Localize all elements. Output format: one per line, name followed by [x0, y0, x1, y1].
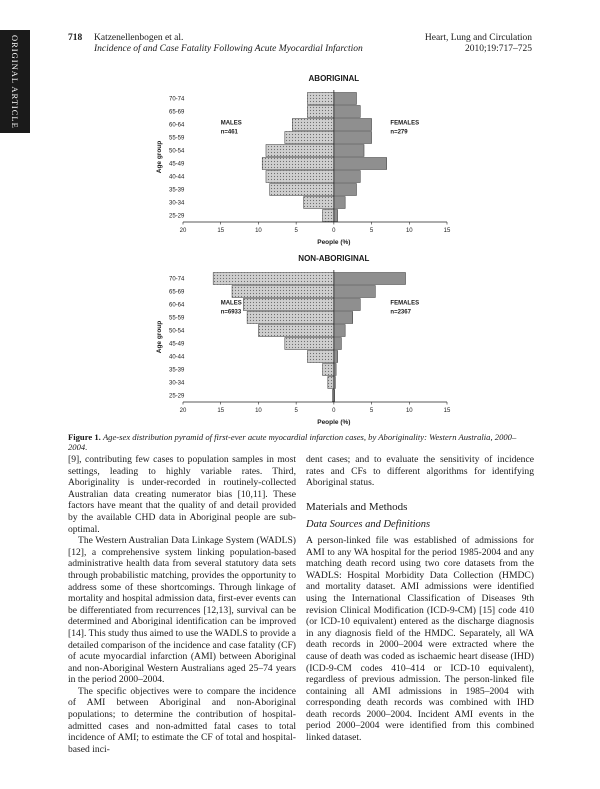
- x-tick-label: 20: [179, 408, 187, 414]
- x-axis-label: People (%): [317, 239, 351, 246]
- female-bar: [334, 93, 357, 105]
- body-paragraph: The Western Australian Data Linkage System (WADLS) [12], a comprehensive system linking population-based administrative health data from several statutory data sets through probabilistic matching, provides the opportunity to address some of these shortcomings. Through linkage of mortality and hospital admission data, first-ever events can be differentiated from recurrences [12,13], survival can be determined and Aboriginal identification can be improved [14]. This study thus aimed to use the WADLS to provide a detailed comparison of the incidence and case fatality (CF) of acute myocardial infarction (AMI) between Aboriginal and non-Aboriginal Western Australians aged 25–74 years in the period 2000–2004.: [68, 535, 296, 686]
- caption-text: Age-sex distribution pyramid of first-ever acute myocardial infarction cases, by Aboriginality: Western Australia, 2000–2004.: [68, 432, 517, 452]
- female-bar: [334, 312, 353, 324]
- y-axis-label: Age group: [156, 140, 163, 174]
- x-tick-label: 0: [332, 408, 336, 414]
- x-tick-label: 15: [217, 408, 225, 414]
- female-bar: [334, 273, 406, 285]
- caption-label: Figure 1.: [68, 432, 101, 442]
- male-bar: [243, 299, 334, 311]
- x-tick-label: 5: [369, 408, 374, 414]
- body-column-right: [306, 454, 534, 744]
- age-group-label: 35-39: [169, 367, 185, 374]
- x-tick-label: 15: [443, 228, 451, 234]
- female-bar: [334, 197, 345, 209]
- male-bar: [266, 145, 334, 157]
- age-group-label: 60-64: [169, 122, 185, 129]
- x-tick-label: 10: [405, 408, 413, 414]
- male-bar: [232, 286, 334, 298]
- females-count: n=279: [390, 129, 408, 136]
- x-tick-label: 15: [217, 228, 225, 234]
- non-aboriginal-pyramid-chart: [135, 250, 465, 428]
- males-label: MALES: [220, 120, 242, 127]
- x-tick-label: 5: [294, 408, 298, 414]
- female-bar: [334, 145, 364, 157]
- females-label: FEMALES: [390, 120, 420, 127]
- body-paragraph: [9], contributing few cases to population samples in most settings, leading to highly variable rates. Third, Aboriginality is under-recorded in routinely-collected Australian data creating numerator bias [10,11]. These factors have meant that the quality of and detail provided by the available CHD data in Aboriginal people are sub-optimal.: [68, 454, 296, 535]
- age-group-label: 70-74: [169, 96, 185, 103]
- age-group-label: 25-29: [169, 213, 185, 220]
- male-bar: [307, 106, 333, 118]
- age-group-label: 45-49: [169, 341, 185, 348]
- journal-name: Heart, Lung and Circulation: [424, 33, 532, 43]
- males-label: MALES: [220, 300, 242, 307]
- x-tick-label: 10: [255, 408, 262, 414]
- age-group-label: 50-54: [169, 328, 185, 335]
- running-head-authors: Katzenellenbogen et al.: [94, 33, 184, 43]
- x-tick-label: 20: [179, 228, 187, 234]
- female-bar: [334, 171, 360, 183]
- x-tick-label: 0: [332, 228, 336, 234]
- x-tick-label: 10: [405, 228, 413, 234]
- female-bar: [334, 325, 345, 337]
- male-bar: [213, 273, 334, 285]
- figure-caption: [68, 432, 533, 452]
- age-group-label: 40-44: [169, 354, 185, 361]
- male-bar: [285, 132, 334, 144]
- body-paragraph: dent cases; and to evaluate the sensitivity of incidence rates and CFs to different algorithms for identifying Aboriginal status.: [306, 454, 534, 489]
- aboriginal-pyramid-chart: [135, 70, 465, 248]
- age-group-label: 30-34: [169, 200, 185, 207]
- chart-title: NON-ABORIGINAL: [298, 254, 370, 263]
- x-axis-label: People (%): [317, 419, 351, 426]
- body-paragraph: A person-linked file was established of admissions for AMI to any WA hospital for the period 1985-2004 and any matching death record using two core datasets from the WADLS: Hospital Morbidity Data Collection (HMDC) and mortality dataset. AMI admissions were identified using the International Classification of Diseases 9th revision Clinical Modification (ICD-9-CM) [15] code 410 (or ICD-10 equivalent) entered as the discharge diagnosis in any diagnosis field of the HMDC. Separately, all WA death records in 2000–2004 were extracted where the cause of death was coded as ischaemic heart disease (IHD) (ICD-9-CM codes 410–414 or ICD-10 equivalent), regardless of previous admission. The person-linked file containing all AMI admissions in 1985–2004 with corresponding death records was combined with IHD death records 2000–2004. Incident AMI events in the period 2000–2004 were identified from this combined linked dataset.: [306, 534, 534, 744]
- age-group-label: 65-69: [169, 289, 185, 296]
- male-bar: [292, 119, 333, 131]
- age-group-label: 45-49: [169, 161, 185, 168]
- female-bar: [334, 299, 360, 311]
- males-count: n=461: [220, 129, 238, 136]
- male-bar: [304, 197, 334, 209]
- age-group-label: 60-64: [169, 302, 185, 309]
- body-paragraph: The specific objectives were to compare the incidence of AMI between Aboriginal and non-Aboriginal populations; to determine the contribution of hospital-admitted cases and non-admitted fatal cases to total incidence of AMI; to estimate the CF of total and hospital-based inci-: [68, 685, 296, 755]
- x-tick-label: 5: [294, 228, 298, 234]
- male-bar: [323, 210, 334, 222]
- running-head-title: Incidence of and Case Fatality Following Acute Myocardial Infarction: [94, 44, 363, 54]
- x-tick-label: 10: [255, 228, 262, 234]
- age-group-label: 55-59: [169, 135, 185, 142]
- x-tick-label: 5: [369, 228, 374, 234]
- female-bar: [334, 286, 375, 298]
- females-count: n=2367: [390, 309, 411, 316]
- age-group-label: 30-34: [169, 380, 185, 387]
- section-side-tab: ORIGINAL ARTICLE: [0, 30, 30, 133]
- males-count: n=6933: [220, 309, 242, 316]
- female-bar: [334, 210, 338, 222]
- age-group-label: 70-74: [169, 276, 185, 283]
- male-bar: [285, 338, 334, 350]
- age-group-label: 40-44: [169, 174, 185, 181]
- age-group-label: 25-29: [169, 393, 185, 400]
- male-bar: [262, 158, 334, 170]
- female-bar: [334, 119, 372, 131]
- chart-title: ABORIGINAL: [308, 74, 360, 83]
- male-bar: [307, 351, 333, 363]
- male-bar: [266, 171, 334, 183]
- age-group-label: 50-54: [169, 148, 185, 155]
- male-bar: [247, 312, 334, 324]
- age-group-label: 55-59: [169, 315, 185, 322]
- female-bar: [334, 158, 387, 170]
- body-column-left: [68, 454, 296, 755]
- subsection-heading: Data Sources and Definitions: [306, 519, 431, 531]
- female-bar: [334, 351, 338, 363]
- male-bar: [270, 184, 334, 196]
- male-bar: [323, 364, 334, 376]
- female-bar: [334, 106, 360, 118]
- male-bar: [307, 93, 333, 105]
- male-bar: [328, 377, 334, 389]
- journal-volume: 2010;19:717–725: [464, 44, 532, 54]
- age-group-label: 35-39: [169, 187, 185, 194]
- female-bar: [334, 132, 372, 144]
- females-label: FEMALES: [390, 300, 420, 307]
- age-group-label: 65-69: [169, 109, 185, 116]
- female-bar: [334, 184, 357, 196]
- page-number: 718: [68, 33, 83, 43]
- male-bar: [258, 325, 333, 337]
- female-bar: [334, 338, 342, 350]
- y-axis-label: Age group: [156, 320, 163, 354]
- x-tick-label: 15: [443, 408, 451, 414]
- section-heading: Materials and Methods: [306, 500, 408, 513]
